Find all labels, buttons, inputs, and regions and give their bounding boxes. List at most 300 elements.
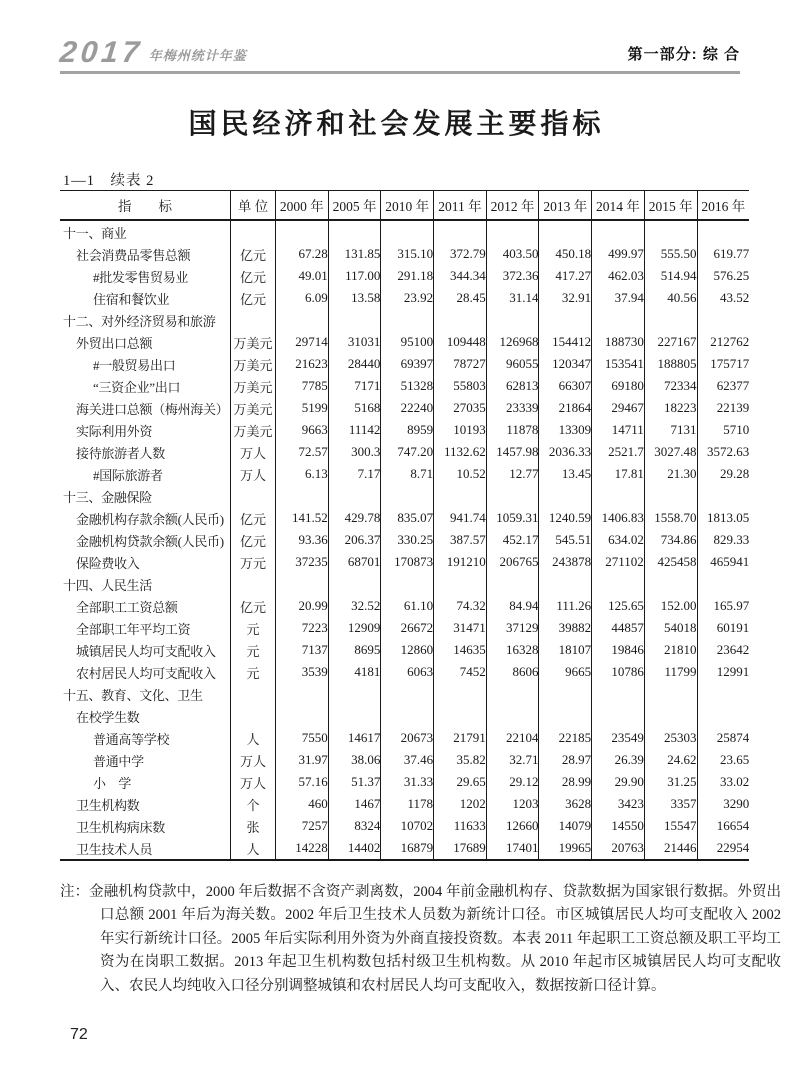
value-cell: 12660 bbox=[486, 815, 539, 837]
table-row bbox=[60, 749, 749, 771]
value-cell: 69180 bbox=[592, 375, 645, 397]
value-cell bbox=[486, 309, 539, 331]
indicator-cell: 全部职工年平均工资 bbox=[76, 621, 191, 637]
indicator-cell: 金融机构贷款余额(人民币) bbox=[76, 533, 224, 549]
value-cell: 78727 bbox=[434, 353, 487, 375]
value-cell: 4181 bbox=[328, 661, 381, 683]
indicator-cell: 普通高等学校 bbox=[93, 731, 170, 747]
column-header: 2013 年 bbox=[539, 191, 592, 221]
value-cell bbox=[697, 309, 749, 331]
value-cell: 17.81 bbox=[592, 463, 645, 485]
value-cell: 24.62 bbox=[644, 749, 697, 771]
value-cell: 425458 bbox=[644, 551, 697, 573]
value-cell: 117.00 bbox=[328, 265, 381, 287]
value-cell: 2521.7 bbox=[592, 441, 645, 463]
value-cell: 243878 bbox=[539, 551, 592, 573]
value-cell: 403.50 bbox=[486, 243, 539, 265]
value-cell: 28.99 bbox=[539, 771, 592, 793]
value-cell: 188805 bbox=[644, 353, 697, 375]
column-header: 2005 年 bbox=[328, 191, 381, 221]
value-cell: 22104 bbox=[486, 727, 539, 749]
value-cell: 72.57 bbox=[276, 441, 329, 463]
value-cell bbox=[276, 705, 329, 727]
value-cell: 1178 bbox=[381, 793, 434, 815]
value-cell: 3027.48 bbox=[644, 441, 697, 463]
indicator-cell: 全部职工工资总额 bbox=[76, 599, 178, 615]
table-row bbox=[60, 507, 749, 529]
value-cell: 188730 bbox=[592, 331, 645, 353]
value-cell: 33.02 bbox=[697, 771, 749, 793]
unit-cell: 张 bbox=[231, 815, 276, 837]
value-cell: 6063 bbox=[381, 661, 434, 683]
value-cell: 1558.70 bbox=[644, 507, 697, 529]
value-cell: 141.52 bbox=[276, 507, 329, 529]
value-cell: 16879 bbox=[381, 837, 434, 860]
value-cell bbox=[644, 485, 697, 507]
value-cell: 23.65 bbox=[697, 749, 749, 771]
value-cell: 7257 bbox=[276, 815, 329, 837]
value-cell: 28440 bbox=[328, 353, 381, 375]
indicator-cell: 住宿和餐饮业 bbox=[93, 291, 170, 307]
unit-cell: 亿元 bbox=[231, 243, 276, 265]
value-cell: 93.36 bbox=[276, 529, 329, 551]
unit-cell: 万人 bbox=[231, 771, 276, 793]
value-cell: 8324 bbox=[328, 815, 381, 837]
column-header: 2000 年 bbox=[276, 191, 329, 221]
value-cell bbox=[539, 705, 592, 727]
value-cell: 25303 bbox=[644, 727, 697, 749]
value-cell: 11799 bbox=[644, 661, 697, 683]
value-cell: 69397 bbox=[381, 353, 434, 375]
value-cell: 429.78 bbox=[328, 507, 381, 529]
value-cell: 17689 bbox=[434, 837, 487, 860]
value-cell: 5168 bbox=[328, 397, 381, 419]
value-cell: 11142 bbox=[328, 419, 381, 441]
value-cell bbox=[328, 683, 381, 705]
value-cell: 29.28 bbox=[697, 463, 749, 485]
indicator-cell: 卫生机构数 bbox=[76, 797, 140, 813]
value-cell: 22139 bbox=[697, 397, 749, 419]
value-cell: 8606 bbox=[486, 661, 539, 683]
value-cell: 20673 bbox=[381, 727, 434, 749]
value-cell: 7452 bbox=[434, 661, 487, 683]
value-cell: 9663 bbox=[276, 419, 329, 441]
value-cell: 31.14 bbox=[486, 287, 539, 309]
value-cell: 1132.62 bbox=[434, 441, 487, 463]
unit-cell bbox=[231, 573, 276, 595]
value-cell: 206765 bbox=[486, 551, 539, 573]
value-cell bbox=[486, 705, 539, 727]
unit-cell: 万人 bbox=[231, 749, 276, 771]
value-cell: 6.09 bbox=[276, 287, 329, 309]
value-cell bbox=[697, 705, 749, 727]
value-cell: 7785 bbox=[276, 375, 329, 397]
value-cell: 18223 bbox=[644, 397, 697, 419]
value-cell: 22954 bbox=[697, 837, 749, 860]
yearbook-logo bbox=[58, 36, 247, 69]
unit-cell bbox=[231, 220, 276, 243]
value-cell: 126968 bbox=[486, 331, 539, 353]
value-cell: 54018 bbox=[644, 617, 697, 639]
value-cell: 2036.33 bbox=[539, 441, 592, 463]
value-cell: 31031 bbox=[328, 331, 381, 353]
value-cell: 20.99 bbox=[276, 595, 329, 617]
table-row bbox=[60, 793, 749, 815]
value-cell: 96055 bbox=[486, 353, 539, 375]
table-header-row bbox=[60, 191, 749, 221]
value-cell: 5710 bbox=[697, 419, 749, 441]
indicator-cell: “三资企业”出口 bbox=[93, 379, 181, 395]
value-cell: 7131 bbox=[644, 419, 697, 441]
value-cell: 212762 bbox=[697, 331, 749, 353]
value-cell: 19846 bbox=[592, 639, 645, 661]
value-cell: 3628 bbox=[539, 793, 592, 815]
value-cell bbox=[381, 485, 434, 507]
value-cell: 14635 bbox=[434, 639, 487, 661]
value-cell: 460 bbox=[276, 793, 329, 815]
value-cell bbox=[486, 220, 539, 243]
value-cell bbox=[486, 485, 539, 507]
value-cell: 32.91 bbox=[539, 287, 592, 309]
table-row bbox=[60, 837, 749, 860]
table-row bbox=[60, 331, 749, 353]
value-cell bbox=[434, 309, 487, 331]
value-cell: 9665 bbox=[539, 661, 592, 683]
value-cell: 14550 bbox=[592, 815, 645, 837]
indicators-table bbox=[60, 190, 749, 861]
table-row bbox=[60, 353, 749, 375]
value-cell: 72334 bbox=[644, 375, 697, 397]
value-cell: 271102 bbox=[592, 551, 645, 573]
note-label: 注： bbox=[60, 883, 90, 900]
value-cell: 12991 bbox=[697, 661, 749, 683]
value-cell: 227167 bbox=[644, 331, 697, 353]
value-cell: 6.13 bbox=[276, 463, 329, 485]
unit-cell bbox=[231, 309, 276, 331]
value-cell: 12860 bbox=[381, 639, 434, 661]
value-cell: 7.17 bbox=[328, 463, 381, 485]
value-cell: 109448 bbox=[434, 331, 487, 353]
value-cell bbox=[434, 683, 487, 705]
indicator-cell: 海关进口总额（梅州海关） bbox=[76, 401, 229, 417]
value-cell: 67.28 bbox=[276, 243, 329, 265]
table-row bbox=[60, 661, 749, 683]
value-cell: 13.45 bbox=[539, 463, 592, 485]
table-row bbox=[60, 595, 749, 617]
value-cell bbox=[328, 573, 381, 595]
value-cell: 27035 bbox=[434, 397, 487, 419]
unit-cell: 万美元 bbox=[231, 353, 276, 375]
table-row bbox=[60, 463, 749, 485]
value-cell bbox=[697, 683, 749, 705]
value-cell: 14617 bbox=[328, 727, 381, 749]
value-cell: 576.25 bbox=[697, 265, 749, 287]
value-cell: 39882 bbox=[539, 617, 592, 639]
value-cell bbox=[592, 683, 645, 705]
value-cell bbox=[592, 485, 645, 507]
value-cell: 514.94 bbox=[644, 265, 697, 287]
unit-cell: 元 bbox=[231, 661, 276, 683]
value-cell bbox=[644, 683, 697, 705]
indicator-cell: #一般贸易出口 bbox=[93, 357, 176, 373]
indicator-cell: 卫生技术人员 bbox=[76, 841, 153, 857]
value-cell: 23642 bbox=[697, 639, 749, 661]
table-row bbox=[60, 419, 749, 441]
unit-cell: 万人 bbox=[231, 441, 276, 463]
indicator-cell: 小 学 bbox=[93, 775, 132, 791]
value-cell: 23339 bbox=[486, 397, 539, 419]
indicator-cell: 卫生机构病床数 bbox=[76, 819, 165, 835]
value-cell: 8.71 bbox=[381, 463, 434, 485]
value-cell: 3423 bbox=[592, 793, 645, 815]
value-cell bbox=[328, 220, 381, 243]
indicator-cell: 城镇居民人均可支配收入 bbox=[76, 643, 216, 659]
value-cell: 465941 bbox=[697, 551, 749, 573]
column-header: 单 位 bbox=[231, 191, 276, 221]
value-cell: 10786 bbox=[592, 661, 645, 683]
logo-subtitle-text: 年梅州统计年鉴 bbox=[148, 47, 247, 63]
value-cell: 450.18 bbox=[539, 243, 592, 265]
value-cell: 68701 bbox=[328, 551, 381, 573]
value-cell: 330.25 bbox=[381, 529, 434, 551]
column-header: 2012 年 bbox=[486, 191, 539, 221]
note-text: 金融机构贷款中，2000 年后数据不含资产剥离数，2004 年前金融机构存、贷款数据为国家银行数据。外贸出口总额 2001 年后为海关数。2002 年后卫生技术人员数为新统计口径。市区城镇居民人均可支配收入 2002 年实行新统计口径。2005 年后实际利用外资为外商直接投资数。本表 2011 年起职工工资总额及职工平均工资为在岗职工数据。2013 年起卫生机构数包括村级卫生机构数。从 2010 年起市区城镇居民人均可支配收入、农民人均纯收入口径分别调整城镇和农村居民人均可支配收入，数据按新口径计算。 bbox=[89, 883, 782, 994]
value-cell: 13.58 bbox=[328, 287, 381, 309]
value-cell: 14228 bbox=[276, 837, 329, 860]
value-cell: 14402 bbox=[328, 837, 381, 860]
value-cell bbox=[486, 683, 539, 705]
value-cell: 300.3 bbox=[328, 441, 381, 463]
value-cell: 29.90 bbox=[592, 771, 645, 793]
value-cell bbox=[644, 220, 697, 243]
indicator-cell: #国际旅游者 bbox=[93, 467, 163, 483]
value-cell: 555.50 bbox=[644, 243, 697, 265]
value-cell: 175717 bbox=[697, 353, 749, 375]
unit-cell: 万美元 bbox=[231, 375, 276, 397]
column-header: 2016 年 bbox=[697, 191, 749, 221]
value-cell bbox=[539, 485, 592, 507]
value-cell: 44857 bbox=[592, 617, 645, 639]
value-cell bbox=[592, 309, 645, 331]
value-cell: 462.03 bbox=[592, 265, 645, 287]
value-cell bbox=[539, 573, 592, 595]
value-cell bbox=[434, 485, 487, 507]
value-cell bbox=[644, 705, 697, 727]
value-cell bbox=[381, 705, 434, 727]
table-row bbox=[60, 639, 749, 661]
unit-cell: 元 bbox=[231, 639, 276, 661]
page-number: 72 bbox=[70, 1026, 88, 1043]
value-cell: 1059.31 bbox=[486, 507, 539, 529]
value-cell: 37235 bbox=[276, 551, 329, 573]
unit-cell: 万美元 bbox=[231, 331, 276, 353]
logo-year-text: 2017 bbox=[58, 36, 145, 69]
value-cell: 344.34 bbox=[434, 265, 487, 287]
column-header: 2011 年 bbox=[434, 191, 487, 221]
value-cell: 165.97 bbox=[697, 595, 749, 617]
value-cell: 29.65 bbox=[434, 771, 487, 793]
value-cell: 12909 bbox=[328, 617, 381, 639]
table-row bbox=[60, 265, 749, 287]
indicator-cell: 十四、人民生活 bbox=[63, 577, 152, 593]
value-cell: 28.45 bbox=[434, 287, 487, 309]
indicator-cell: 十二、对外经济贸易和旅游 bbox=[63, 313, 216, 329]
value-cell bbox=[592, 705, 645, 727]
value-cell: 21791 bbox=[434, 727, 487, 749]
value-cell: 154412 bbox=[539, 331, 592, 353]
value-cell bbox=[539, 309, 592, 331]
unit-cell: 人 bbox=[231, 727, 276, 749]
value-cell: 835.07 bbox=[381, 507, 434, 529]
value-cell: 21.30 bbox=[644, 463, 697, 485]
value-cell: 10193 bbox=[434, 419, 487, 441]
value-cell: 31.97 bbox=[276, 749, 329, 771]
table-note bbox=[60, 881, 781, 999]
value-cell: 37129 bbox=[486, 617, 539, 639]
table-row bbox=[60, 287, 749, 309]
indicator-cell: 十三、金融保险 bbox=[63, 489, 152, 505]
value-cell: 23.92 bbox=[381, 287, 434, 309]
value-cell: 29.12 bbox=[486, 771, 539, 793]
value-cell: 191210 bbox=[434, 551, 487, 573]
value-cell: 16654 bbox=[697, 815, 749, 837]
unit-cell bbox=[231, 705, 276, 727]
value-cell: 26672 bbox=[381, 617, 434, 639]
indicator-cell: 在校学生数 bbox=[76, 709, 140, 725]
table-row bbox=[60, 815, 749, 837]
value-cell: 387.57 bbox=[434, 529, 487, 551]
unit-cell: 万元 bbox=[231, 551, 276, 573]
value-cell: 7550 bbox=[276, 727, 329, 749]
column-header: 2014 年 bbox=[592, 191, 645, 221]
value-cell: 20763 bbox=[592, 837, 645, 860]
unit-cell: 亿元 bbox=[231, 507, 276, 529]
value-cell: 1467 bbox=[328, 793, 381, 815]
column-header: 2010 年 bbox=[381, 191, 434, 221]
value-cell: 57.16 bbox=[276, 771, 329, 793]
value-cell: 43.52 bbox=[697, 287, 749, 309]
value-cell: 417.27 bbox=[539, 265, 592, 287]
value-cell: 51328 bbox=[381, 375, 434, 397]
value-cell: 111.26 bbox=[539, 595, 592, 617]
value-cell: 11878 bbox=[486, 419, 539, 441]
value-cell: 21623 bbox=[276, 353, 329, 375]
column-header: 2015 年 bbox=[644, 191, 697, 221]
column-header: 指 标 bbox=[60, 191, 231, 221]
value-cell: 55803 bbox=[434, 375, 487, 397]
unit-cell: 亿元 bbox=[231, 287, 276, 309]
value-cell: 170873 bbox=[381, 551, 434, 573]
value-cell: 8695 bbox=[328, 639, 381, 661]
section-label: 第一部分: 综 合 bbox=[627, 45, 740, 63]
value-cell: 22185 bbox=[539, 727, 592, 749]
unit-cell: 亿元 bbox=[231, 595, 276, 617]
indicator-cell: 金融机构存款余额(人民币) bbox=[76, 511, 224, 527]
indicator-cell: 十一、商业 bbox=[63, 225, 127, 241]
value-cell bbox=[697, 573, 749, 595]
unit-cell: 亿元 bbox=[231, 265, 276, 287]
value-cell: 16328 bbox=[486, 639, 539, 661]
indicator-cell: 农村居民人均可支配收入 bbox=[76, 665, 216, 681]
value-cell bbox=[381, 573, 434, 595]
value-cell: 372.36 bbox=[486, 265, 539, 287]
value-cell bbox=[434, 220, 487, 243]
value-cell: 28.97 bbox=[539, 749, 592, 771]
table-row bbox=[60, 220, 749, 243]
table-body bbox=[60, 220, 749, 860]
value-cell: 18107 bbox=[539, 639, 592, 661]
value-cell: 315.10 bbox=[381, 243, 434, 265]
value-cell bbox=[539, 683, 592, 705]
value-cell: 941.74 bbox=[434, 507, 487, 529]
value-cell: 499.97 bbox=[592, 243, 645, 265]
value-cell: 37.46 bbox=[381, 749, 434, 771]
value-cell: 21864 bbox=[539, 397, 592, 419]
value-cell: 1203 bbox=[486, 793, 539, 815]
value-cell bbox=[328, 485, 381, 507]
value-cell: 1813.05 bbox=[697, 507, 749, 529]
value-cell: 734.86 bbox=[644, 529, 697, 551]
value-cell: 95100 bbox=[381, 331, 434, 353]
table-row bbox=[60, 243, 749, 265]
value-cell: 747.20 bbox=[381, 441, 434, 463]
table-row bbox=[60, 397, 749, 419]
table-row bbox=[60, 529, 749, 551]
value-cell: 51.37 bbox=[328, 771, 381, 793]
indicator-cell: 十五、教育、文化、卫生 bbox=[63, 687, 203, 703]
value-cell bbox=[276, 485, 329, 507]
value-cell: 1240.59 bbox=[539, 507, 592, 529]
value-cell: 14079 bbox=[539, 815, 592, 837]
value-cell: 1457.98 bbox=[486, 441, 539, 463]
value-cell: 62813 bbox=[486, 375, 539, 397]
value-cell bbox=[697, 220, 749, 243]
value-cell: 206.37 bbox=[328, 529, 381, 551]
value-cell: 1202 bbox=[434, 793, 487, 815]
value-cell: 35.82 bbox=[434, 749, 487, 771]
value-cell: 49.01 bbox=[276, 265, 329, 287]
value-cell: 12.77 bbox=[486, 463, 539, 485]
unit-cell: 个 bbox=[231, 793, 276, 815]
value-cell: 634.02 bbox=[592, 529, 645, 551]
value-cell: 31471 bbox=[434, 617, 487, 639]
indicator-cell: 普通中学 bbox=[93, 753, 144, 769]
value-cell: 60191 bbox=[697, 617, 749, 639]
value-cell bbox=[644, 309, 697, 331]
value-cell: 66307 bbox=[539, 375, 592, 397]
value-cell: 125.65 bbox=[592, 595, 645, 617]
table-row bbox=[60, 485, 749, 507]
value-cell: 452.17 bbox=[486, 529, 539, 551]
value-cell: 1406.83 bbox=[592, 507, 645, 529]
table-caption: 1—1 续表 2 bbox=[63, 173, 155, 189]
value-cell: 545.51 bbox=[539, 529, 592, 551]
value-cell: 3357 bbox=[644, 793, 697, 815]
value-cell: 32.52 bbox=[328, 595, 381, 617]
value-cell: 7223 bbox=[276, 617, 329, 639]
value-cell bbox=[539, 220, 592, 243]
unit-cell: 万人 bbox=[231, 463, 276, 485]
value-cell bbox=[434, 705, 487, 727]
value-cell bbox=[381, 220, 434, 243]
value-cell bbox=[592, 573, 645, 595]
value-cell: 21810 bbox=[644, 639, 697, 661]
page-title: 国民经济和社会发展主要指标 bbox=[188, 109, 605, 140]
value-cell: 120347 bbox=[539, 353, 592, 375]
table-row bbox=[60, 441, 749, 463]
value-cell: 25874 bbox=[697, 727, 749, 749]
value-cell: 152.00 bbox=[644, 595, 697, 617]
